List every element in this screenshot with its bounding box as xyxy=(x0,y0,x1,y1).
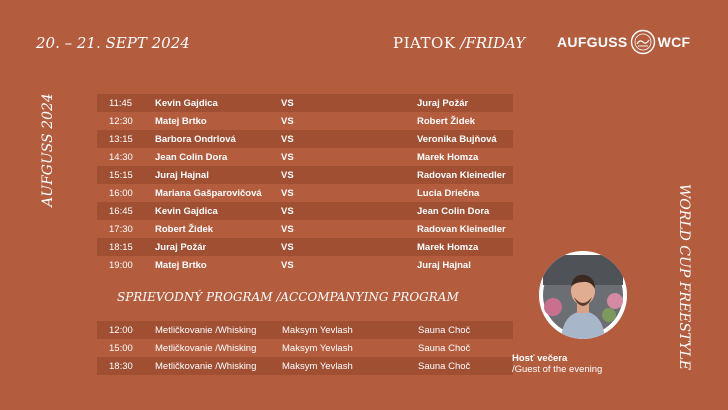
match-player-2: Jean Colin Dora xyxy=(417,205,490,217)
match-row xyxy=(97,130,513,148)
match-time: 13:15 xyxy=(109,133,133,145)
program-activity: Metličkovanie /Whisking xyxy=(155,324,257,336)
match-time: 19:00 xyxy=(109,259,133,271)
match-player-1: Jean Colin Dora xyxy=(155,151,228,163)
match-vs: VS xyxy=(281,169,294,181)
match-time: 14:30 xyxy=(109,151,133,163)
guest-title: Hosť večera xyxy=(512,353,568,364)
logo-emblem-icon xyxy=(630,29,656,55)
day-local: PIATOK xyxy=(393,34,456,52)
program-time: 15:00 xyxy=(109,342,133,354)
match-player-2: Veronika Bujňová xyxy=(417,133,497,145)
program-row xyxy=(97,321,513,339)
match-player-2: Robert Židek xyxy=(417,115,476,127)
match-vs: VS xyxy=(281,223,294,235)
program-host: Maksym Yevlash xyxy=(282,360,353,372)
program-activity: Metličkovanie /Whisking xyxy=(155,360,257,372)
program-schedule xyxy=(97,321,513,375)
match-row xyxy=(97,238,513,256)
match-player-1: Mariana Gašparovičová xyxy=(155,187,262,199)
match-player-1: Matej Brtko xyxy=(155,259,207,271)
match-row xyxy=(97,256,513,274)
match-row xyxy=(97,166,513,184)
match-time: 18:15 xyxy=(109,241,133,253)
match-row xyxy=(97,148,513,166)
match-time: 11:45 xyxy=(109,97,133,109)
match-row xyxy=(97,184,513,202)
match-player-2: Marek Homza xyxy=(417,241,479,253)
match-row xyxy=(97,94,513,112)
match-vs: VS xyxy=(281,259,294,271)
program-row xyxy=(97,357,513,375)
side-label-right: WORLD CUP FREESTYLE xyxy=(676,183,692,371)
match-vs: VS xyxy=(281,241,294,253)
match-vs: VS xyxy=(281,97,294,109)
program-place: Sauna Choč xyxy=(418,324,471,336)
program-title: SPRIEVODNÝ PROGRAM /ACCOMPANYING PROGRAM xyxy=(117,290,459,304)
aufguss-wcf-logo xyxy=(557,27,690,57)
match-player-1: Robert Židek xyxy=(155,223,214,235)
logo-text-right: WCF xyxy=(657,34,691,50)
match-player-2: Marek Homza xyxy=(417,151,479,163)
program-place: Sauna Choč xyxy=(418,360,471,372)
match-player-1: Juraj Hajnal xyxy=(155,169,209,181)
match-vs: VS xyxy=(281,187,294,199)
match-vs: VS xyxy=(281,205,294,217)
match-player-2: Juraj Požár xyxy=(417,97,469,109)
match-player-2: Lucia Driečna xyxy=(417,187,480,199)
match-row xyxy=(97,112,513,130)
match-row xyxy=(97,202,513,220)
match-row xyxy=(97,220,513,238)
match-player-1: Matej Brtko xyxy=(155,115,207,127)
program-time: 12:00 xyxy=(109,324,133,336)
program-time: 18:30 xyxy=(109,360,133,372)
match-time: 12:30 xyxy=(109,115,133,127)
event-date: 20. – 21. SEPT 2024 xyxy=(36,34,190,52)
match-time: 17:30 xyxy=(109,223,133,235)
side-label-left: AUFGUSS 2024 xyxy=(40,93,56,207)
program-row xyxy=(97,339,513,357)
guest-subtitle: /Guest of the evening xyxy=(512,364,603,375)
match-schedule xyxy=(97,94,513,274)
day-english: /FRIDAY xyxy=(460,34,526,52)
match-time: 16:45 xyxy=(109,205,133,217)
program-host: Maksym Yevlash xyxy=(282,342,353,354)
program-place: Sauna Choč xyxy=(418,342,471,354)
logo-text-left: AUFGUSS xyxy=(557,34,628,50)
match-player-1: Juraj Požár xyxy=(155,241,207,253)
match-time: 16:00 xyxy=(109,187,133,199)
program-activity: Metličkovanie /Whisking xyxy=(155,342,257,354)
match-player-1: Kevin Gajdica xyxy=(155,97,218,109)
day-label xyxy=(393,34,525,52)
match-player-2: Radovan Kleinedler xyxy=(417,223,506,235)
match-vs: VS xyxy=(281,151,294,163)
guest-photo xyxy=(539,251,627,339)
program-host: Maksym Yevlash xyxy=(282,324,353,336)
guest-portrait-icon xyxy=(539,251,627,339)
match-player-2: Juraj Hajnal xyxy=(417,259,471,271)
match-vs: VS xyxy=(281,133,294,145)
match-player-1: Kevin Gajdica xyxy=(155,205,218,217)
match-vs: VS xyxy=(281,115,294,127)
match-player-2: Radovan Kleinedler xyxy=(417,169,506,181)
match-player-1: Barbora Ondrlová xyxy=(155,133,236,145)
match-time: 15:15 xyxy=(109,169,133,181)
